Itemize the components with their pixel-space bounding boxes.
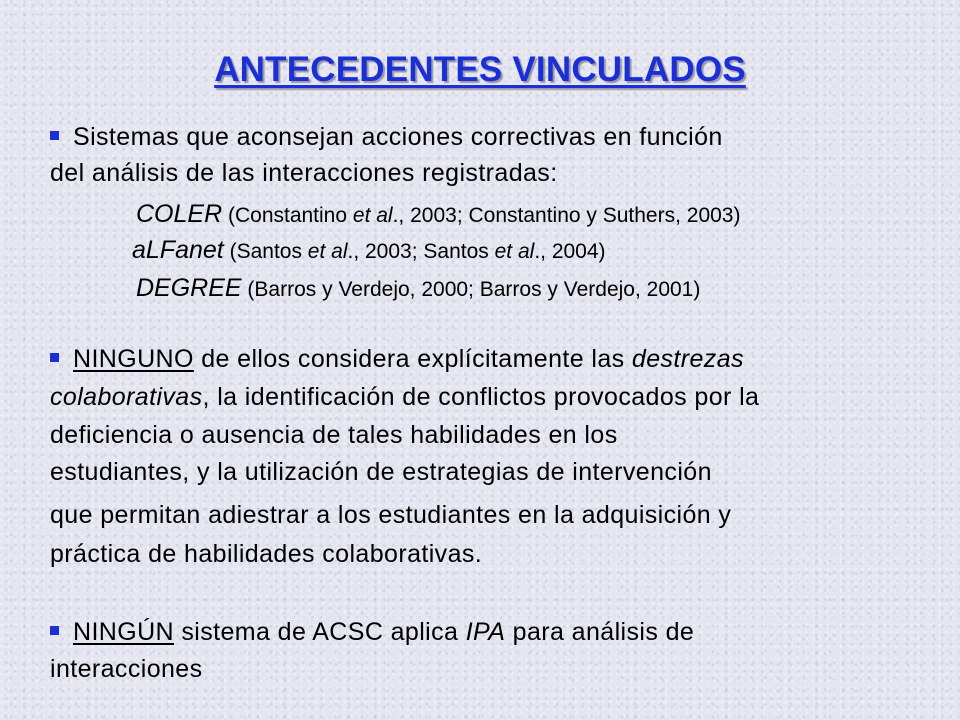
section2-line6: práctica de habilidades colaborativas. [50,540,483,568]
keyword-ningun: NINGÚN [73,618,175,646]
section2-line4: estudiantes, y la utilización de estrategias de intervención [50,458,712,486]
bullet-square-icon [50,353,59,362]
reference-name: aLFanet [132,236,224,264]
reference-name: COLER [136,200,223,228]
keyword-ninguno: NINGUNO [73,345,194,373]
reference-degree: DEGREE (Barros y Verdejo, 2000; Barros y Verdejo, 2001) [136,274,701,302]
reference-coler: COLER (Constantino et al., 2003; Constantino y Suthers, 2003) [136,200,741,228]
reference-name: DEGREE [136,274,242,302]
section2-line2: colaborativas, la identificación de conflictos provocados por la [50,383,760,411]
section1-line1: Sistemas que aconsejan acciones correctivas en función [50,119,723,155]
section1-line2: del análisis de las interacciones registradas: [50,159,558,187]
section2-line3: deficiencia o ausencia de tales habilidades en los [50,421,618,449]
section3-line1: NINGÚN sistema de ACSC aplica IPA para análisis de [50,614,694,650]
bullet-square-icon [50,131,59,140]
section2-line1: NINGUNO de ellos considera explícitamente las destrezas [50,341,744,377]
section2-line5: que permitan adiestrar a los estudiantes en la adquisición y [50,501,732,529]
slide-title: ANTECEDENTES VINCULADOS [214,50,746,89]
section3-line2: interacciones [50,655,203,683]
bullet-square-icon [50,626,59,635]
reference-alfanet: aLFanet (Santos et al., 2003; Santos et al., 2004) [132,236,606,264]
